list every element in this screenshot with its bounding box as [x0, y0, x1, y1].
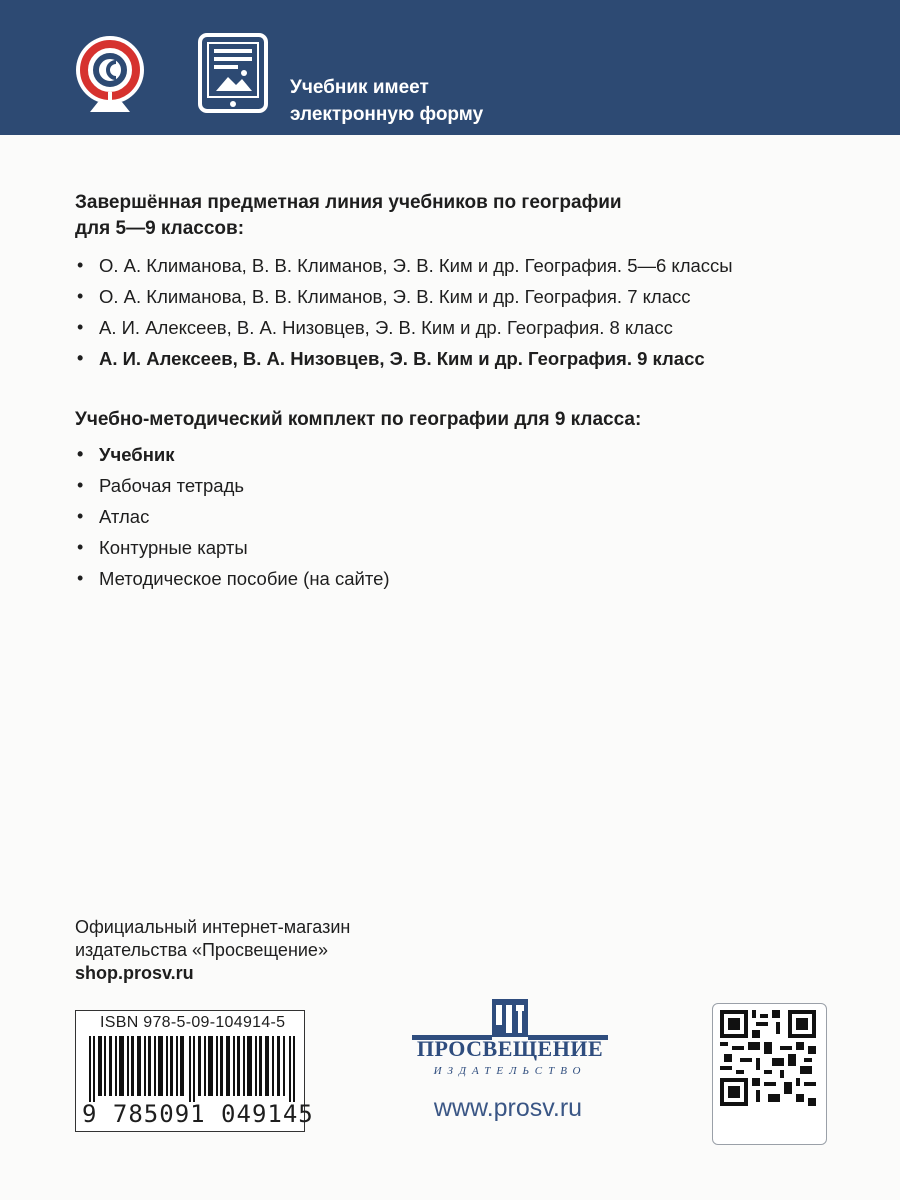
publisher-name: ПРОСВЕЩЕНИЕ	[416, 1036, 604, 1061]
series-item: • О. А. Климанова, В. В. Климанов, Э. В. Ким и др. География. 5—6 классы	[75, 250, 733, 281]
shop-line-2: издательства «Просвещение»	[75, 940, 328, 960]
eform-line-2: электронную форму	[290, 104, 484, 125]
publisher-subtitle: ИЗДАТЕЛЬСТВО	[433, 1065, 587, 1077]
series-heading-line-2: для 5—9 классов:	[75, 218, 245, 239]
series-section	[75, 190, 733, 374]
header-band	[0, 0, 900, 135]
kit-item-current: • Учебник	[75, 439, 641, 470]
series-item-current: • А. И. Алексеев, В. А. Низовцев, Э. В. Ким и др. География. 9 класс	[75, 343, 733, 374]
kit-item: • Атлас	[75, 501, 641, 532]
tablet-icon	[198, 33, 268, 113]
barcode-icon	[89, 1036, 299, 1102]
shop-info	[75, 916, 350, 985]
kit-item: • Методическое пособие (на сайте)	[75, 563, 641, 594]
series-item: • А. И. Алексеев, В. А. Низовцев, Э. В. Ким и др. География. 8 класс	[75, 312, 733, 343]
kit-heading: Учебно-методический комплект по географии для 9 класса:	[75, 409, 642, 430]
kit-section	[75, 407, 641, 594]
ean-number: 9 785091 049145	[82, 1100, 314, 1128]
publisher-ring-icon	[70, 32, 150, 124]
kit-item: • Рабочая тетрадь	[75, 470, 641, 501]
eform-line-1: Учебник имеет	[290, 77, 429, 98]
electronic-form-notice	[290, 74, 483, 128]
series-item: • О. А. Климанова, В. В. Климанов, Э. В. Ким и др. География. 7 класс	[75, 281, 733, 312]
kit-list	[75, 439, 641, 594]
publisher-url[interactable]: www.prosv.ru	[433, 1094, 583, 1122]
isbn-label: ISBN 978-5-09-104914-5	[100, 1014, 286, 1031]
shop-url[interactable]: shop.prosv.ru	[75, 963, 194, 983]
kit-item: • Контурные карты	[75, 532, 641, 563]
series-heading-line-1: Завершённая предметная линия учебников по географии	[75, 192, 622, 213]
shop-line-1: Официальный интернет-магазин	[75, 917, 351, 937]
series-list	[75, 250, 733, 374]
qr-code-icon[interactable]	[720, 1010, 816, 1106]
